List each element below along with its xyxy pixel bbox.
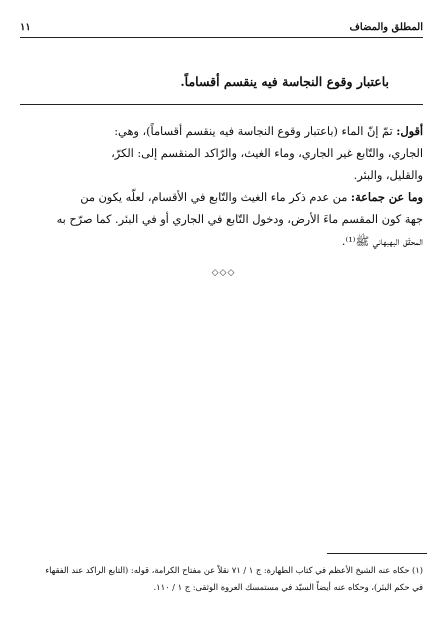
- paragraph-1-line-1-text: تمّ إنّ الماء (باعتبار وقوع النجاسة فيه ينقسم أقساماً)، وهي:: [114, 125, 393, 138]
- paragraph-1-line-2: الجاري، والتّابع غير الجاري، وماء الغيث، والرّاكد المنقسم إلى: الكرّ،: [111, 147, 423, 160]
- title-rule: [20, 104, 423, 105]
- paragraph-1-line-3: والقليل، والبئر.: [353, 169, 423, 182]
- footnote-line-2: في حكم البئر)، وحكاه عنه أيضاً السيّد في مستمسك العروة الوثقى: ج ١ / ١١٠.: [153, 582, 423, 592]
- paragraph-2-lead: وما عن جماعة:: [350, 190, 423, 204]
- footnote-rule: [327, 553, 427, 554]
- paragraph-1: [20, 120, 423, 187]
- section-separator: ◇◇◇: [211, 268, 236, 278]
- running-head-title: المطلق والمضاف: [349, 22, 423, 33]
- paragraph-1-lead: أقول:: [396, 124, 423, 138]
- section-title: باعتبار وقوع النجاسة فيه ينقسم أقساماً.: [180, 74, 389, 89]
- footnote-line-1: (١) حكاه عنه الشيخ الأعظم في كتاب الطهارة: ج ١ / ٧١ نقلاً عن مفتاح الكرامة، قوله: (التابع الراكد عند الفقهاء: [45, 565, 423, 575]
- paragraph-2-line-2: جهة كون المقسم ماءَ الأرض، ودخول التّابع في الجاري أو في البئر. كما صرّح به: [56, 213, 423, 226]
- running-head: [20, 22, 423, 38]
- paragraph-2-line-1-text: من عدم ذكر ماء الغيث والتّابع في الأقسام، لعلّه يكون من: [80, 191, 348, 204]
- header-rule: [20, 37, 423, 38]
- footnote: [20, 562, 423, 596]
- paragraph-2: [20, 186, 423, 253]
- paragraph-2-line-1: [20, 186, 423, 209]
- paragraph-1-line-1: [20, 120, 423, 143]
- page-number: ١١: [20, 22, 31, 33]
- paragraph-2-line-3: المحقّق البهبهاني ﷺ⁽¹⁾.: [341, 235, 423, 248]
